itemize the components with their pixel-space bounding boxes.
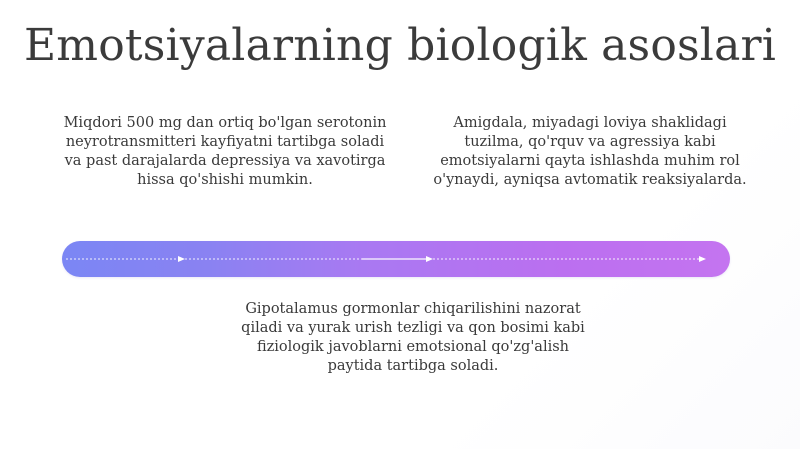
- timeline-bar: [62, 241, 730, 277]
- arrow-right-icon: [699, 256, 706, 262]
- text-block-serotonin: Miqdori 500 mg dan ortiq bo'lgan serotonin neyrotransmitteri kayfiyatni tartibga soladi va past darajalarda depressiya va xavotirga hissa qo'shishi mumkin.: [63, 115, 387, 188]
- text-block-amygdala: Amigdala, miyadagi loviya shaklidagi tuzilma, qo'rquv va agressiya kabi emotsiyalarni qayta ishlashda muhim rol o'ynaydi, ayniqsa avtomatik reaksiyalarda.: [433, 115, 747, 188]
- text-block-hypothalamus: Gipotalamus gormonlar chiqarilishini nazorat qiladi va yurak urish tezligi va qon bosimi kabi fiziologik javoblarni emotsional qo'zg'alish paytida tartibga soladi.: [241, 301, 585, 374]
- timeline-arrows: [62, 241, 730, 277]
- arrow-right-icon: [426, 256, 433, 262]
- slide-title: Emotsiyalarning biologik asoslari: [23, 20, 777, 71]
- arrow-right-icon: [178, 256, 185, 262]
